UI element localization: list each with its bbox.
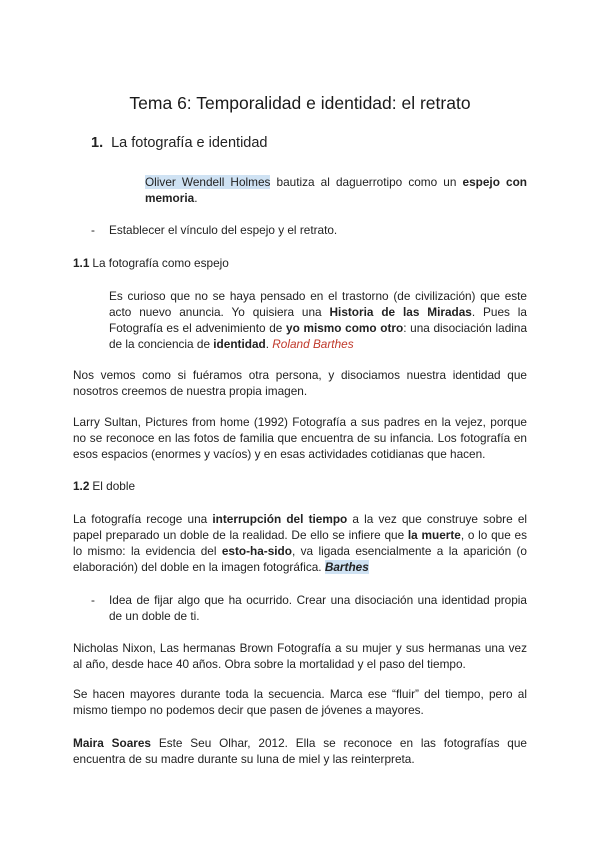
section-1-label: La fotografía e identidad: [111, 135, 268, 151]
holmes-bold: espejo con memoria: [145, 175, 527, 205]
soares-text: Este Seu Olhar, 2012. Ella se reconoce en las fotografías que encuentra de su madre durante su luna de miel y las reinterpreta.: [73, 736, 527, 766]
doble-t3: , o lo que es lo mismo: la evidencia del: [73, 528, 528, 558]
paragraph-sultan: Larry Sultan, Pictures from home (1992) Fotografía a sus padres en la vejez, porque no se reconoce en las fotos de familia que encuentra de su infancia. Los fotografía en esos espacios (enormes y vacíos) y en esas actividades cotidianas que hacen.: [73, 415, 527, 461]
bullet-2-dash: -: [91, 593, 95, 607]
barthes-t2: . Pues la Fotografía es el advenimiento de: [109, 305, 527, 335]
section-1-number: 1.: [91, 135, 104, 151]
page-title: Tema 6: Temporalidad e identidad: el retrato: [129, 93, 471, 113]
paragraph-nixon: Nicholas Nixon, Las hermanas Brown Fotografía a su mujer y sus hermanas una vez al año, desde hace 40 años. Obra sobre la mortalidad y el paso del tiempo.: [73, 641, 527, 671]
doble-b2: la muerte: [407, 528, 461, 542]
section-1-heading: [91, 135, 268, 151]
soares-name: Maira Soares: [73, 736, 151, 750]
paragraph-secuencia: Se hacen mayores durante toda la secuencia. Marca ese “fluir” del tiempo, pero al mismo tiempo no podemos decir que pasen de jóvenes a mayores.: [73, 687, 527, 717]
subsection-1-2-heading: [73, 479, 135, 493]
subsection-1-2-number: 1.2: [73, 479, 90, 493]
barthes-quote: [109, 288, 527, 352]
doble-b1: interrupción del tiempo: [212, 512, 348, 526]
doble-t2: a la vez que construye sobre el papel preparado un doble de la realidad. De ello se infiere que: [73, 512, 527, 542]
doble-t1: La fotografía recoge una: [73, 512, 213, 526]
holmes-end: .: [194, 191, 198, 205]
barthes-b3: identidad: [213, 337, 266, 351]
bullet-1-dash: -: [91, 223, 95, 237]
holmes-name: Oliver Wendell Holmes: [145, 175, 271, 189]
doble-author: Barthes: [324, 560, 369, 574]
doble-t4: , va ligada esencialmente a la aparición (o elaboración) del doble en la imagen fotográfica.: [73, 544, 527, 574]
barthes-b2: yo mismo como otro: [286, 321, 404, 335]
doble-b3: esto-ha-sido: [221, 544, 292, 558]
holmes-quote: [145, 174, 527, 206]
barthes-t3: : una disociación ladina de la conciencia de: [109, 321, 527, 351]
barthes-author: Roland Barthes: [272, 337, 354, 351]
paragraph-doble: [73, 511, 527, 575]
paragraph-soares: [73, 735, 527, 767]
subsection-1-2-label: El doble: [92, 479, 136, 493]
bullet-1-text: Establecer el vínculo del espejo y el retrato.: [109, 223, 338, 237]
bullet-2-text: Idea de fijar algo que ha ocurrido. Crear una disociación una identidad propia de un doble de ti.: [109, 593, 527, 623]
paragraph-identity: Nos vemos como si fuéramos otra persona, y disociamos nuestra identidad que nosotros creemos de nuestra propia imagen.: [73, 368, 527, 398]
holmes-text: bautiza al daguerrotipo como un: [270, 175, 463, 189]
subsection-1-1-number: 1.1: [73, 256, 90, 270]
barthes-b1: Historia de las Miradas: [329, 305, 472, 319]
barthes-t1: Es curioso que no se haya pensado en el trastorno (de civilización) que este acto nuevo anuncia. Yo quisiera una: [109, 289, 527, 319]
barthes-t4: .: [265, 337, 273, 351]
subsection-1-1-heading: [73, 256, 229, 270]
subsection-1-1-label: La fotografía como espejo: [92, 256, 229, 270]
